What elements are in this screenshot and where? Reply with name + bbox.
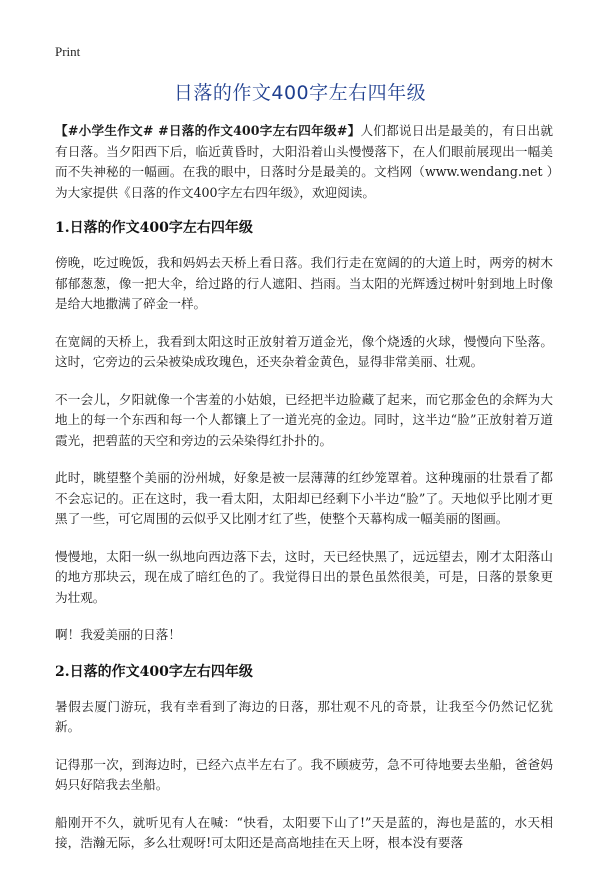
section-2-paragraph: 船刚开不久，就听见有人在喊：“快看，太阳要下山了!”天是蓝的，海也是蓝的，水天相接，浩瀚无际，多么壮观呀!可太阳还是高高地挂在天上呀，根本没有要落 xyxy=(55,814,553,850)
section-1-heading: 1.日落的作文400字左右四年级 xyxy=(55,220,253,236)
intro-tag: 【#小学生作文# #日落的作文400字左右四年级#】 xyxy=(55,123,361,138)
section-2-paragraph: 暑假去厦门游玩，我有幸看到了海边的日落，那壮观不凡的奇景，让我至今仍然记忆犹新。 xyxy=(55,698,553,734)
section-1-paragraph: 不一会儿，夕阳就像一个害羞的小姑娘，已经把半边脸藏了起来，而它那金色的余辉为大地上的每一个东西和每一个人都镶上了一道光亮的金边。同时，这半边“脸”正放射着万道霞光，把碧蓝的天空和旁边的云朵染得红扑扑的。 xyxy=(55,391,553,448)
section-2-paragraph: 记得那一次，到海边时，已经六点半左右了。我不顾疲劳，急不可待地要去坐船，爸爸妈妈只好陪我去坐船。 xyxy=(55,756,553,792)
section-1-paragraph: 慢慢地，太阳一纵一纵地向西边落下去，这时，天已经快黑了，远远望去，刚才太阳落山的地方那块云，现在成了暗红色的了。我觉得日出的景色虽然很美，可是，日落的景象更为壮观。 xyxy=(55,548,553,605)
page-title: 日落的作文400字左右四年级 xyxy=(173,82,427,104)
intro-text: 人们都说日出是最美的，有日出就有日落。当夕阳西下后，临近黄昏时，大阳沿着山头慢慢落下，在人们眼前展现出一幅美而不失神秘的一幅画。在我的眼中，日落时分是最美的。文档网（www.wendang.net ）为大家提供《日落的作文400字左右四年级》，欢迎阅读。 xyxy=(55,123,553,200)
section-1-paragraph: 啊！我爱美丽的日落！ xyxy=(55,627,181,642)
section-1-paragraph: 在宽阔的天桥上，我看到太阳这时正放射着万道金光，像个烧透的火球，慢慢向下坠落。这时，它旁边的云朵被染成玫瑰色，还夹杂着金黄色，显得非常美丽、壮观。 xyxy=(55,333,553,369)
section-1-paragraph: 傍晚，吃过晚饭，我和妈妈去天桥上看日落。我们行走在宽阔的的大道上时，两旁的树木郁郁葱葱，像一把大伞，给过路的行人遮阳、挡雨。当太阳的光辉透过树叶射到地上时像是给大地撒满了碎金一样。 xyxy=(55,255,553,311)
section-2-heading: 2.日落的作文400字左右四年级 xyxy=(55,663,253,680)
article-body xyxy=(55,121,553,871)
intro-paragraph xyxy=(55,121,553,203)
print-link[interactable]: Print xyxy=(55,44,81,59)
section-1-paragraph: 此时，眺望整个美丽的汾州城，好象是被一层薄薄的红纱笼罩着。这种瑰丽的壮景看了都不会忘记的。正在这时，我一看太阳，太阳却已经剩下小半边“脸”了。天地似乎比刚才更黑了一些，可它周围的云似乎又比刚才红了些，使整个天幕构成一幅美丽的图画。 xyxy=(55,470,553,526)
